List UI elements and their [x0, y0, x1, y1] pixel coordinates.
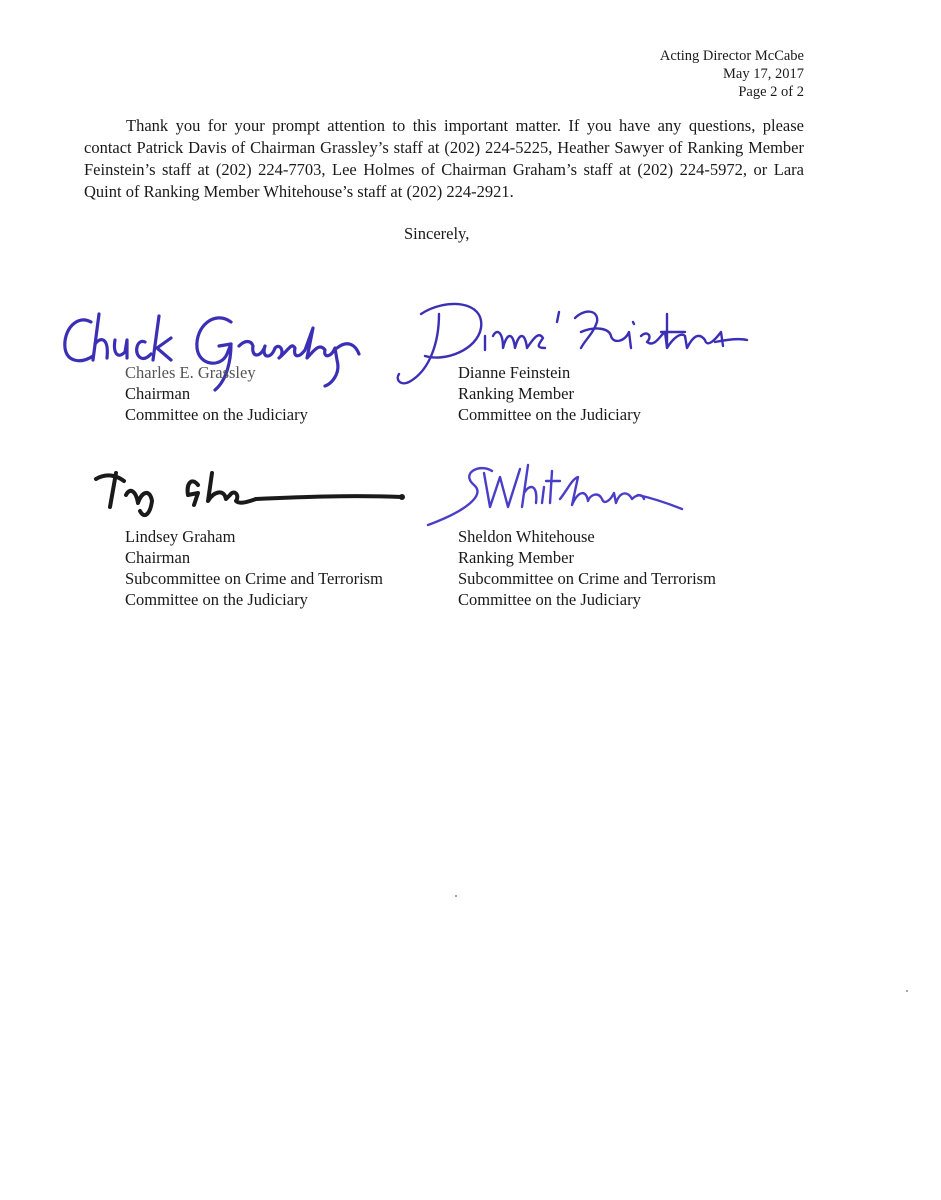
graham-signature: [80, 455, 420, 525]
signatory-subcommittee: Subcommittee on Crime and Terrorism: [125, 569, 383, 588]
signatory-subcommittee: Subcommittee on Crime and Terrorism: [458, 569, 716, 588]
signature-block-whitehouse: [458, 526, 716, 610]
signature-block-feinstein: [458, 362, 641, 425]
signatory-title: Chairman: [125, 548, 191, 567]
signatory-name: Charles E. Grassley: [125, 363, 256, 382]
scan-speck: [455, 895, 457, 897]
signature-block-grassley: [125, 362, 308, 425]
header-recipient: Acting Director McCabe: [659, 48, 804, 64]
header-date: May 17, 2017: [723, 66, 804, 82]
closing-salutation: Sincerely,: [404, 224, 470, 243]
signatory-name: Lindsey Graham: [125, 527, 236, 546]
body-paragraph: Thank you for your prompt attention to this important matter. If you have any questions, please contact Patrick Davis of Chairman Grassley’s staff at (202) 224-5225, Heather Sawyer of Ranking Member Feinstein’s staff at (202) 224-7703, Lee Holmes of Chairman Graham’s staff at (202) 224-5972, or Lara Quint of Ranking Member Whitehouse’s staff at (202) 224-2921.: [84, 116, 804, 201]
signatory-title: Ranking Member: [458, 384, 574, 403]
header-page-number: Page 2 of 2: [738, 84, 804, 100]
signatory-committee: Committee on the Judiciary: [125, 590, 308, 609]
signatory-title: Ranking Member: [458, 548, 574, 567]
letter-header: [660, 47, 804, 101]
signatory-committee: Committee on the Judiciary: [125, 405, 308, 424]
signatory-name: Dianne Feinstein: [458, 363, 571, 382]
signatory-committee: Committee on the Judiciary: [458, 590, 641, 609]
signature-block-graham: [125, 526, 383, 610]
whitehouse-signature: [420, 455, 700, 535]
signatory-title: Chairman: [125, 384, 191, 403]
scan-speck: [906, 990, 908, 992]
signatory-committee: Committee on the Judiciary: [458, 405, 641, 424]
signatory-name: Sheldon Whitehouse: [458, 527, 595, 546]
